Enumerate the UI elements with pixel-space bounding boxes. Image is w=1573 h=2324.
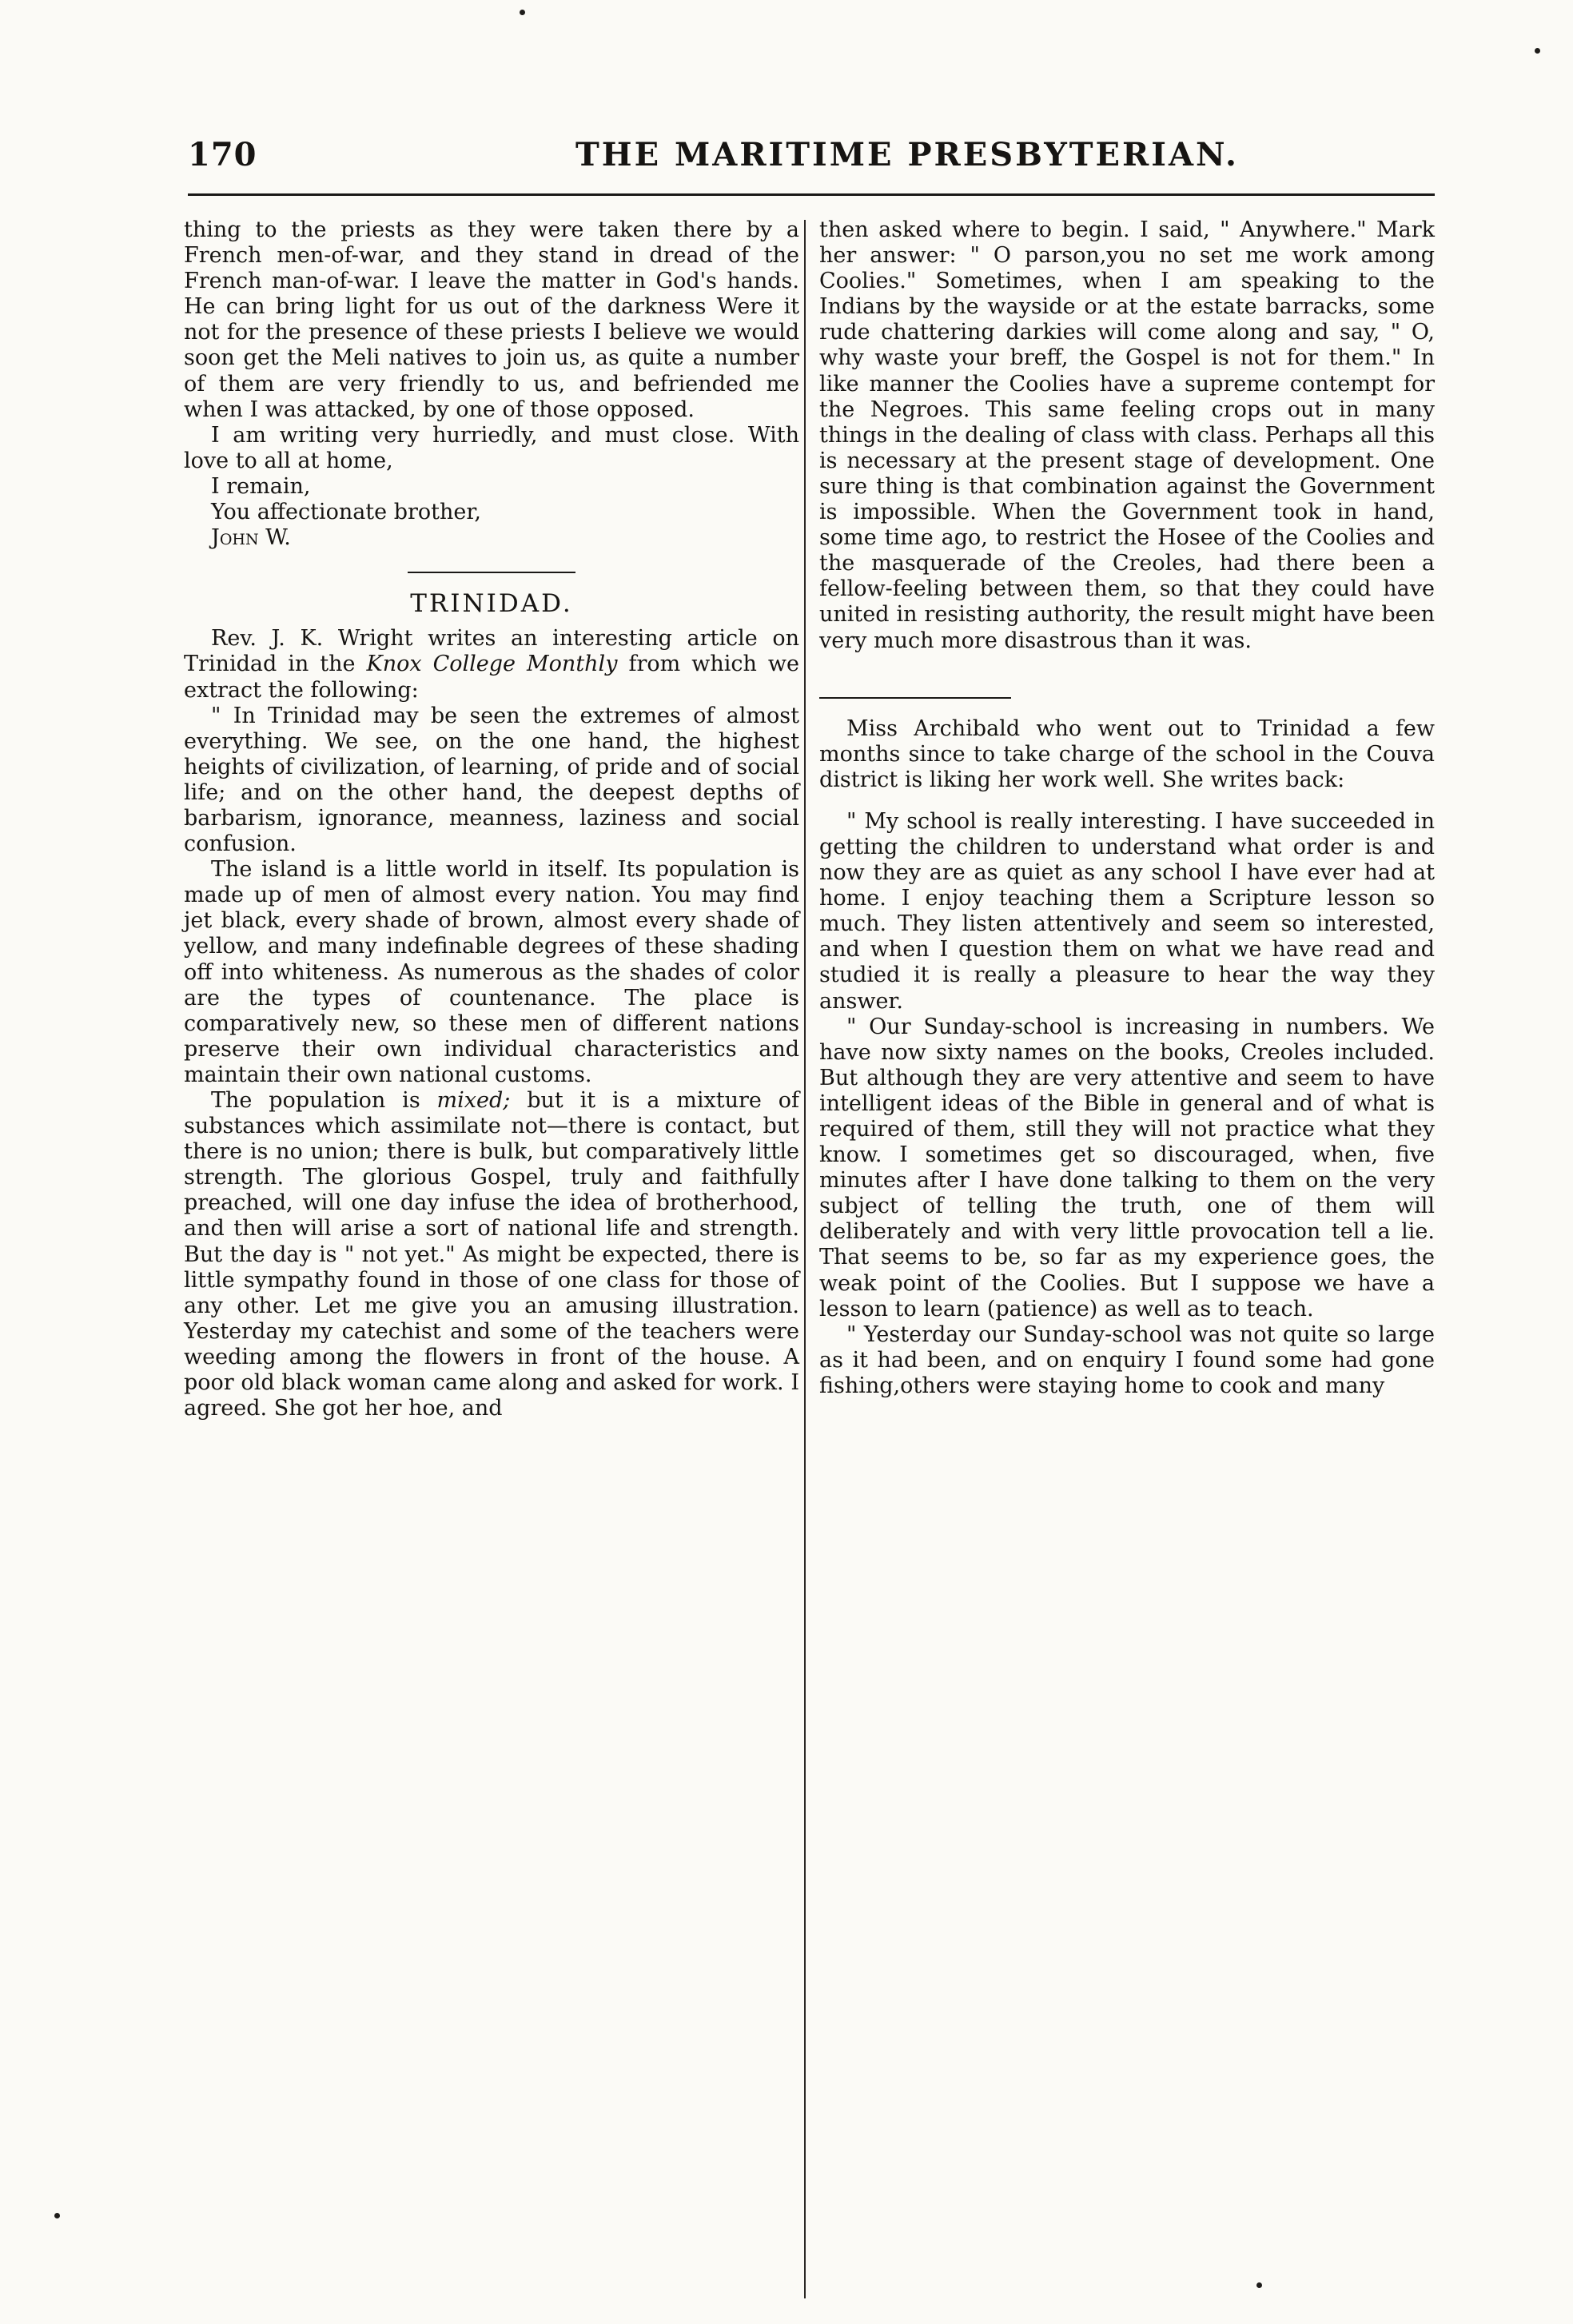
intro-text: from which we extract the following: — [184, 652, 799, 703]
quote-paragraph: then asked where to begin. I said, " Anywhere." Mark her answer: " O parson,you no set me work among Coolies." Sometimes, when I am speaking to the Indians by the wayside or at the estate barracks, some rude chattering darkies will come along and say, " O, why waste your breff, the Gospel is not for them." In like manner the Coolies have a supreme contempt for the Negroes. This same feeling crops out in many things in the dealing of class with class. Perhaps all this is necessary at the present stage of development. One sure thing is that combination against the Government is impossible. When the Government took in hand, some time ago, to restrict the Hosee of the Coolies and the masquerade of the Creoles, had there been a fellow-feeling between them, so that they could have united in resisting authority, the result might have been very much more disastrous than it was. — [819, 217, 1435, 653]
section-rule — [408, 572, 575, 573]
emphasis: mixed; — [436, 1088, 511, 1113]
closing-brother: You affectionate brother, — [211, 500, 481, 525]
quote-paragraph: " In Trinidad may be seen the extremes of almost everything. We see, on the one hand, the highest heights of civilization, of learning, of pride and of social life; and on the other hand, the deepest depths of barbarism, ignorance, meanness, laziness and social confusion. — [184, 703, 799, 857]
intro-text: Rev. J. K. Wright writes an interesting article on Trinidad in the — [184, 626, 799, 677]
news-paragraph: Miss Archibald who went out to Trinidad a few months since to take charge of the school in the Couva district is liking her work well. She writes back: — [819, 716, 1435, 792]
ink-speck — [520, 10, 525, 15]
letter-paragraph: " Yesterday our Sunday-school was not quite so large as it had been, and on enquiry I found some had gone fishing,others were staying home to cook and many — [819, 1321, 1435, 1398]
letter-paragraph: I am writing very hurriedly, and must close. With love to all at home, — [184, 422, 799, 473]
header-rule — [188, 193, 1435, 196]
quote-text: The population is — [211, 1088, 437, 1113]
left-column — [184, 217, 799, 1421]
ink-speck — [1535, 48, 1540, 54]
right-column — [819, 217, 1435, 1399]
letter-paragraph: " Our Sunday-school is increasing in numbers. We have now sixty names on the books, Creoles included. But although they are very attentive and seem to have intelligent ideas of the Bible in general and of what is required of them, still they will not practice what they know. I sometimes get so discouraged, when, five minutes after I have done talking to them on the very subject of telling the truth, one of them will deliberately and with very little provocation tell a lie. That seems to be, so far as my experience goes, the weak point of the Coolies. But I suppose we have a lesson to learn (patience) as well as to teach. — [819, 1014, 1435, 1321]
section-heading: TRINIDAD. — [410, 589, 573, 619]
quote-text: but it is a mixture of substances which assimilate not—there is contact, but there is no union; there is bulk, but comparatively little strength. The glorious Gospel, truly and faithfully preached, will one day infuse the idea of brotherhood, and then will arise a sort of national life and strength. But the day is " not yet." As might be expected, there is little sympathy found in those of one class for those of any other. Let me give you an amusing illustration. Yesterday my catechist and some of the teachers were weeding among the flowers in front of the house. A poor old black woman came along and asked for work. I agreed. She got her hoe, and — [184, 1088, 799, 1421]
page-number: 170 — [188, 136, 257, 173]
running-title: THE MARITIME PRESBYTERIAN. — [575, 136, 1239, 173]
closing-remain: I remain, — [211, 473, 311, 499]
quote-paragraph — [184, 1088, 799, 1421]
intro-paragraph — [184, 626, 799, 703]
column-divider — [804, 220, 806, 2298]
publication-title: Knox College Monthly — [366, 652, 618, 677]
quote-paragraph: The island is a little world in itself. Its population is made up of men of almost every nation. You may find jet black, every shade of brown, almost every shade of yellow, and many indefinable degrees of these shading off into whiteness. As numerous as the shades of color are the types of countenance. The place is comparatively new, so these men of different nations preserve their own individual characteristics and maintain their own national customs. — [184, 857, 799, 1087]
section-break-rule — [819, 697, 1011, 699]
ink-speck — [1256, 2282, 1262, 2288]
letter-paragraph: " My school is really interesting. I have succeeded in getting the children to understand what order is and now they are as quiet as any school I have ever had at home. I enjoy teaching them a Scripture lesson so much. They listen attentively and seem so interested, and when I question them on what we have read and studied it is really a pleasure to hear the way they answer. — [819, 808, 1435, 1014]
page-header — [188, 136, 1435, 184]
ink-speck — [54, 2213, 60, 2218]
signature: John W. — [211, 525, 291, 551]
letter-paragraph: thing to the priests as they were taken there by a French men-of-war, and they stand in dread of the French man-of-war. I leave the matter in God's hands. He can bring light for us out of the darkness Were it not for the presence of these priests I believe we would soon get the Meli natives to join us, as quite a number of them are very friendly to us, and befriended me when I was attacked, by one of those opposed. — [184, 217, 799, 422]
